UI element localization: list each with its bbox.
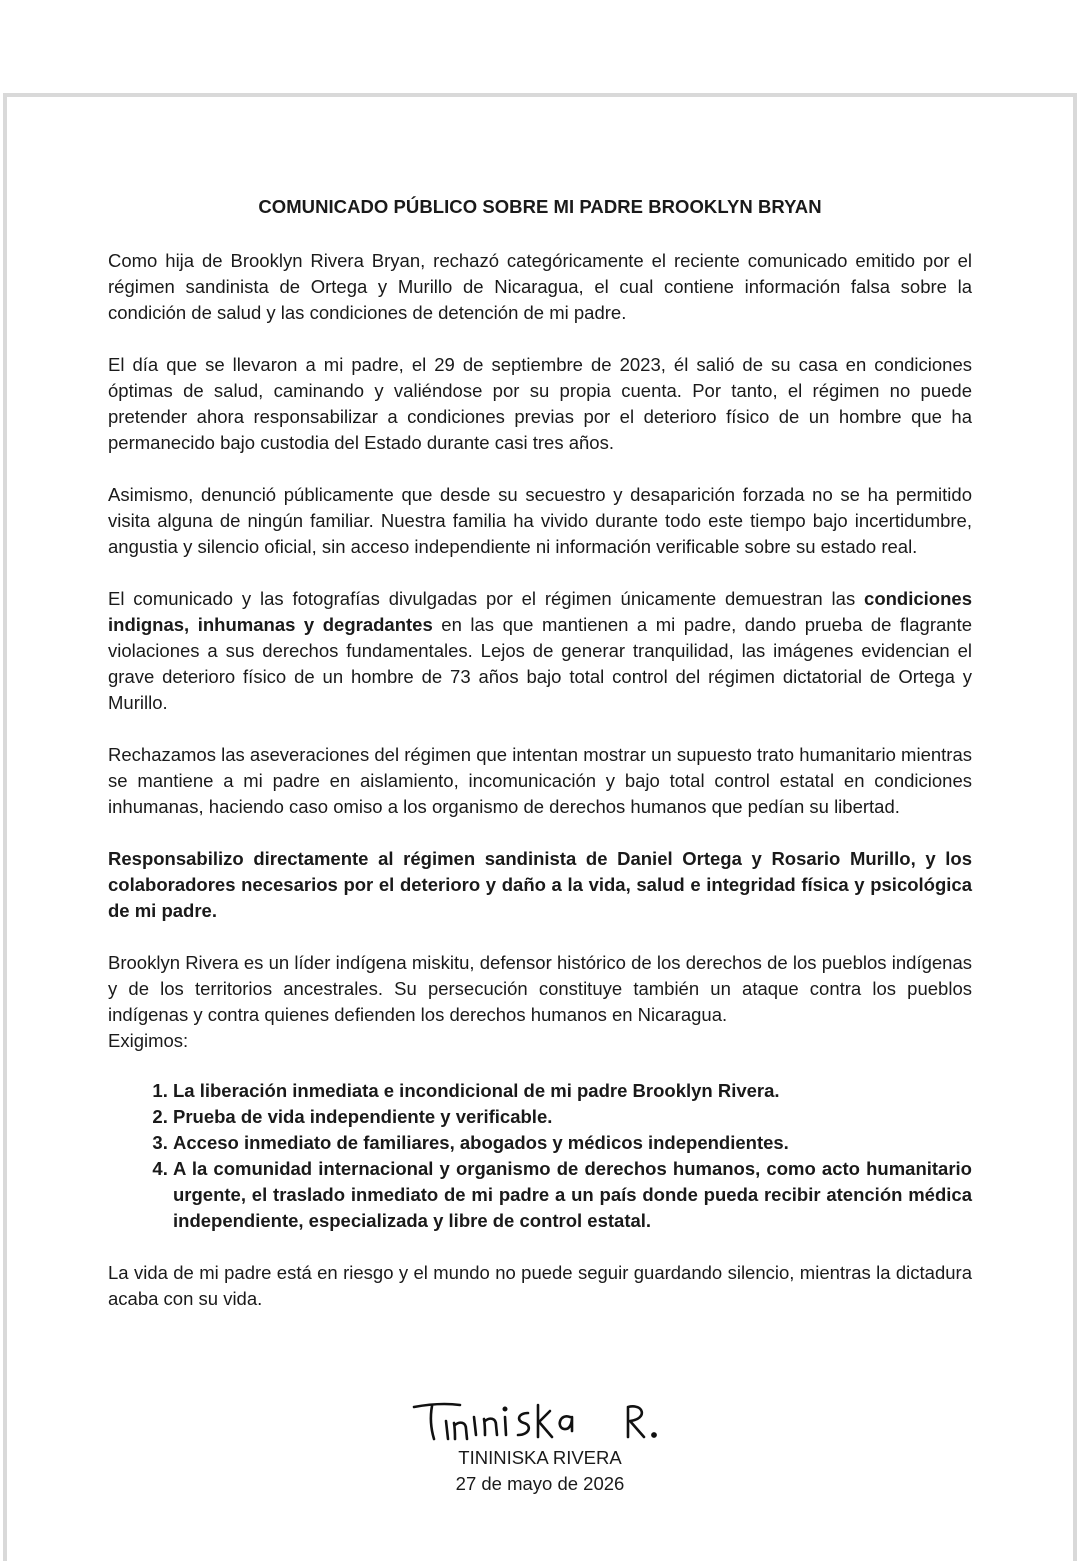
signature-date: 27 de mayo de 2026 [455,1473,625,1494]
demand-item-3: 3. Acceso inmediato de familiares, abogados y médicos independientes. [173,1130,972,1156]
signer-name: TININISKA RIVERA [458,1447,622,1468]
paragraph-4 [108,586,972,716]
demand-item-4: 4. A la comunidad internacional y organismo de derechos humanos, como acto humanitario urgente, el traslado inmediato de mi padre a un país donde pueda recibir atención médica independiente, especializada y libre de control estatal. [173,1156,972,1234]
handwritten-signature [400,1395,680,1445]
paragraph-4-start: El comunicado y las fotografías divulgadas por el régimen únicamente demuestran las [108,588,865,609]
demand-item-2: 2. Prueba de vida independiente y verificable. [173,1104,972,1130]
paragraph-6-bold: Responsabilizo directamente al régimen sandinista de Daniel Ortega y Rosario Murillo, y los colaboradores necesarios por el deterioro y daño a la vida, salud e integridad física y psicológica de mi padre. [108,848,972,921]
exigimos-label: Exigimos: [108,1030,189,1051]
demands-list [108,1078,972,1234]
paragraph-7: Brooklyn Rivera es un líder indígena miskitu, defensor histórico de los derechos de los pueblos indígenas y de los territorios ancestrales. Su persecución constituye también un ataque contra los pueblos indígenas y contra quienes defienden los derechos humanos en Nicaragua. [108,952,972,1025]
paragraph-2: El día que se llevaron a mi padre, el 29 de septiembre de 2023, él salió de su casa en condiciones óptimas de salud, caminando y valiéndose por su propia cuenta. Por tanto, el régimen no puede pretender ahora responsabilizar a condiciones previas por el deterioro físico de un hombre que ha permanecido bajo custodia del Estado durante casi tres años. [108,354,972,453]
demand-item-1: 1. La liberación inmediata e incondicional de mi padre Brooklyn Rivera. [173,1078,972,1104]
paragraph-8: La vida de mi padre está en riesgo y el mundo no puede seguir guardando silencio, mientras la dictadura acaba con su vida. [108,1262,972,1309]
paragraph-1: Como hija de Brooklyn Rivera Bryan, rechazó categóricamente el reciente comunicado emitido por el régimen sandinista de Ortega y Murillo de Nicaragua, el cual contiene información falsa sobre la condición de salud y las condiciones de detención de mi padre. [108,250,972,323]
document-body [108,196,972,1338]
paragraph-4-bold: condiciones indignas, inhumanas y degradantes [108,588,972,635]
paragraph-3: Asimismo, denunció públicamente que desde su secuestro y desaparición forzada no se ha permitido visita alguna de ningún familiar. Nuestra familia ha vivido durante todo este tiempo bajo incertidumbre, angustia y silencio oficial, sin acceso independiente ni información verificable sobre su estado real. [108,484,972,557]
paragraph-5: Rechazamos las aseveraciones del régimen que intentan mostrar un supuesto trato humanitario mientras se mantiene a mi padre en aislamiento, incomunicación y bajo total control estatal en condiciones inhumanas, haciendo caso omiso a los organismo de derechos humanos que pedían su libertad. [108,744,972,817]
signature-block [360,1395,720,1497]
document-title: COMUNICADO PÚBLICO SOBRE MI PADRE BROOKLYN BRYAN [258,196,822,217]
paragraph-4-end: en las que mantienen a mi padre, dando prueba de flagrante violaciones a sus derechos fundamentales. Lejos de generar tranquilidad, las imágenes evidencian el grave deterioro físico de un hombre de 73 años bajo total control del régimen dictatorial de Ortega y Murillo. [108,614,972,713]
